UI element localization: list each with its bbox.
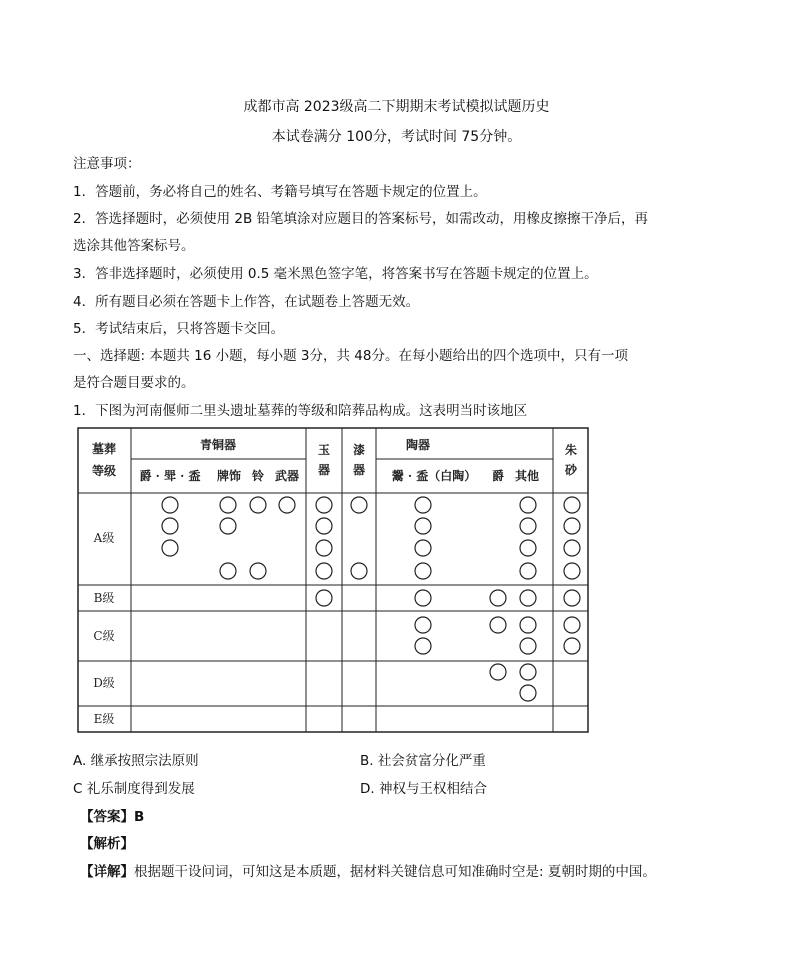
- burial-item-markers: [162, 497, 580, 701]
- item-marker-pottery-other: [520, 518, 536, 534]
- item-marker-bronze-weapon: [279, 497, 295, 513]
- item-marker-pottery-gui: [415, 590, 431, 606]
- item-marker-cinnabar: [564, 563, 580, 579]
- item-marker-jade: [316, 518, 332, 534]
- item-marker-bronze-jue: [162, 540, 178, 556]
- answer-line: [80, 805, 144, 825]
- section-instructions-line2: 是符合题目要求的。: [73, 375, 195, 391]
- answer-value: B: [134, 809, 145, 825]
- answer-label: 【答案】: [80, 809, 134, 825]
- header-corner-line2: 等级: [91, 464, 117, 478]
- grade-label-d: D级: [93, 676, 115, 690]
- page-subtitle: 本试卷满分 100分，考试时间 75分钟。: [271, 129, 522, 145]
- item-marker-jade: [316, 563, 332, 579]
- notice-item-2: 2．答选择题时，必须使用 2B 铅笔填涂对应题目的答案标号，如需改动，用橡皮擦擦干净后，再: [73, 211, 649, 227]
- notice-item-2-cont: 选涂其他答案标号。: [73, 238, 195, 254]
- page-title: 成都市高 2023级高二下期期末考试模拟试题历史: [243, 99, 550, 115]
- item-marker-pottery-other: [520, 638, 536, 654]
- subheader-bronze-bell: 铃: [251, 469, 265, 483]
- item-marker-bronze-plaque: [220, 497, 236, 513]
- header-bronze: 青铜器: [199, 438, 237, 452]
- option-d: D. 神权与王权相结合: [360, 781, 487, 797]
- item-marker-pottery-other: [520, 617, 536, 633]
- item-marker-cinnabar: [564, 518, 580, 534]
- item-marker-pottery-other: [520, 540, 536, 556]
- notice-item-1: 1．答题前，务必将自己的姓名、考籍号填写在答题卡规定的位置上。: [73, 184, 487, 200]
- item-marker-cinnabar: [564, 497, 580, 513]
- item-marker-pottery-other: [520, 590, 536, 606]
- grade-label-b: B级: [93, 591, 115, 605]
- header-lacquer-1: 漆: [352, 443, 366, 457]
- section-instructions-line1: 一、选择题: 本题共 16 小题，每小题 3分，共 48分。在每小题给出的四个选项中，只有一项: [73, 348, 628, 364]
- subheader-bronze-plaque: 牌饰: [216, 469, 242, 483]
- header-jade-2: 器: [317, 463, 331, 477]
- subheader-pottery-other: 其他: [514, 469, 540, 483]
- item-marker-pottery-jue: [490, 617, 506, 633]
- item-marker-bronze-bell: [250, 497, 266, 513]
- notice-heading: 注意事项：: [73, 156, 141, 172]
- item-marker-lacquer: [351, 563, 367, 579]
- grade-label-c: C级: [93, 629, 115, 643]
- notice-item-5: 5．考试结束后，只将答题卡交回。: [73, 321, 285, 337]
- subheader-pottery-gui: 鬶 · 盉（白陶）: [391, 469, 477, 483]
- subheader-bronze-weapon: 武器: [274, 469, 300, 483]
- item-marker-jade: [316, 590, 332, 606]
- item-marker-bronze-bell: [250, 563, 266, 579]
- item-marker-bronze-jue: [162, 497, 178, 513]
- header-corner-line1: 墓葬: [91, 442, 117, 456]
- item-marker-pottery-gui: [415, 638, 431, 654]
- grade-label-a: A级: [93, 531, 115, 545]
- item-marker-pottery-other: [520, 664, 536, 680]
- item-marker-cinnabar: [564, 540, 580, 556]
- item-marker-pottery-gui: [415, 563, 431, 579]
- subheader-pottery-jue: 爵: [491, 469, 505, 483]
- option-b: B. 社会贫富分化严重: [360, 753, 486, 769]
- item-marker-pottery-jue: [490, 590, 506, 606]
- item-marker-pottery-other: [520, 497, 536, 513]
- item-marker-pottery-other: [520, 563, 536, 579]
- item-marker-cinnabar: [564, 638, 580, 654]
- item-marker-bronze-jue: [162, 518, 178, 534]
- analysis-label: 【解析】: [80, 836, 134, 852]
- item-marker-pottery-other: [520, 685, 536, 701]
- header-jade-1: 玉: [317, 443, 331, 457]
- notice-item-3: 3．答非选择题时，必须使用 0.5 毫米黑色签字笔，将答案书写在答题卡规定的位置上。: [73, 266, 598, 282]
- item-marker-jade: [316, 540, 332, 556]
- option-c: C 礼乐制度得到发展: [73, 781, 195, 797]
- item-marker-pottery-gui: [415, 617, 431, 633]
- item-marker-bronze-plaque: [220, 563, 236, 579]
- item-marker-cinnabar: [564, 590, 580, 606]
- option-a: A. 继承按照宗法原则: [73, 753, 199, 769]
- detail-line: [80, 860, 656, 880]
- notice-item-4: 4．所有题目必须在答题卡上作答，在试题卷上答题无效。: [73, 294, 420, 310]
- header-cinnabar-1: 朱: [564, 443, 578, 457]
- header-lacquer-2: 器: [352, 463, 366, 477]
- item-marker-lacquer: [351, 497, 367, 513]
- item-marker-cinnabar: [564, 617, 580, 633]
- item-marker-jade: [316, 497, 332, 513]
- subheader-bronze-jue: 爵 · 斝 · 盉: [139, 469, 201, 483]
- item-marker-pottery-gui: [415, 518, 431, 534]
- header-cinnabar-2: 砂: [564, 463, 578, 477]
- question-1-stem: 1．下图为河南偃师二里头遗址墓葬的等级和陪葬品构成。这表明当时该地区: [73, 403, 528, 419]
- item-marker-pottery-gui: [415, 497, 431, 513]
- detail-label: 【详解】: [80, 864, 134, 880]
- detail-text: 根据题干设问词，可知这是本质题，据材料关键信息可知准确时空是: 夏朝时期的中国。: [134, 864, 656, 880]
- grade-label-e: E级: [93, 712, 115, 726]
- item-marker-bronze-plaque: [220, 518, 236, 534]
- item-marker-pottery-gui: [415, 540, 431, 556]
- item-marker-pottery-jue: [490, 664, 506, 680]
- header-pottery: 陶器: [405, 438, 431, 452]
